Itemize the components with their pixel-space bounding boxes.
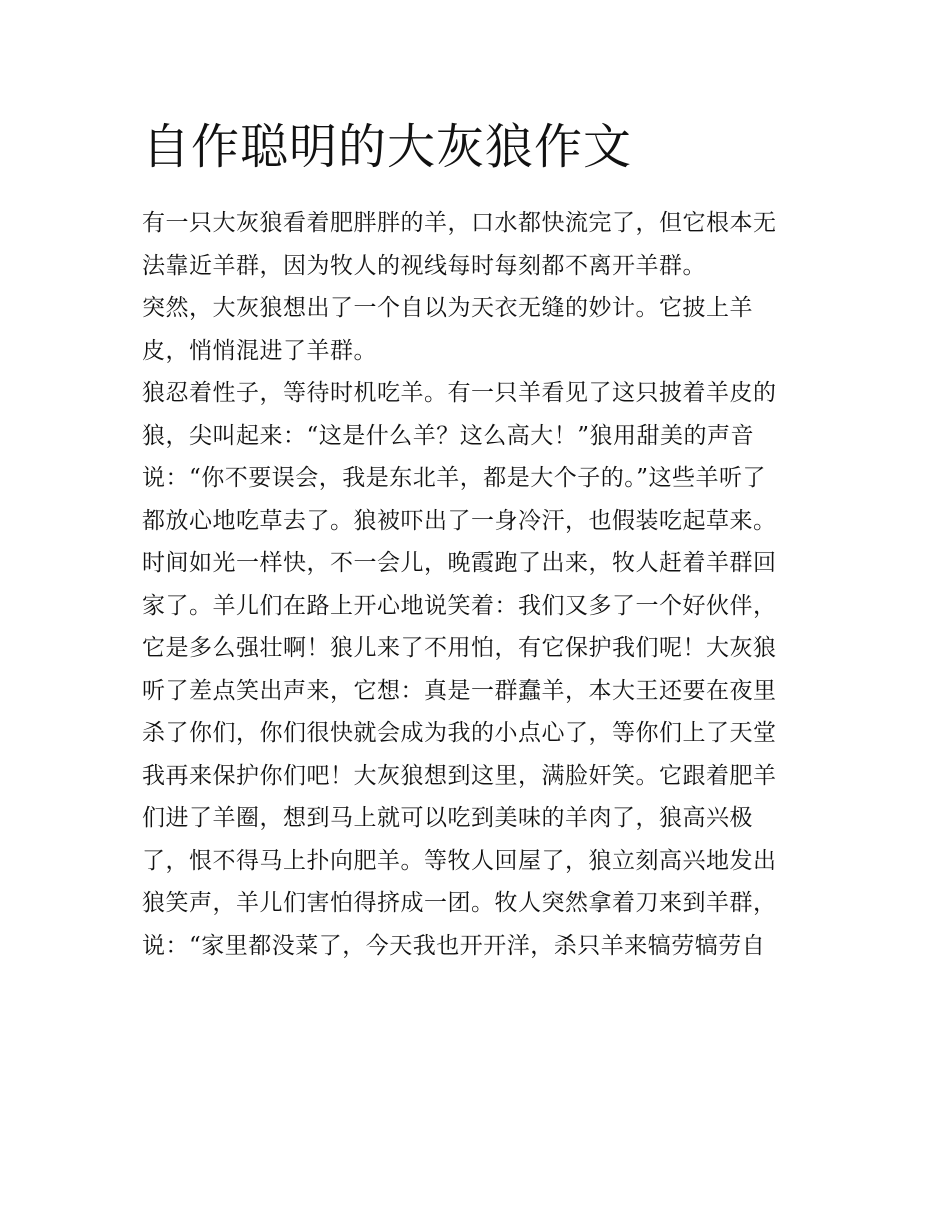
document-title: 自作聪明的大灰狼作文 <box>142 119 633 175</box>
body-line: 狼笑声，羊儿们害怕得挤成一团。牧人突然拿着刀来到羊群， <box>142 890 777 916</box>
body-line: 说：“家里都没菜了，今天我也开开洋，杀只羊来犒劳犒劳自 <box>142 932 766 959</box>
body-line: 狼忍着性子，等待时机吃羊。有一只羊看见了这只披着羊皮的 <box>142 380 777 406</box>
body-line: 有一只大灰狼看着肥胖胖的羊，口水都快流完了，但它根本无 <box>142 210 777 236</box>
body-line: 了，恨不得马上扑向肥羊。等牧人回屋了，狼立刻高兴地发出 <box>142 847 777 874</box>
body-line: 家了。羊儿们在路上开心地说笑着：我们又多了一个好伙伴， <box>142 592 777 619</box>
body-line: 杀了你们，你们很快就会成为我的小点心了，等你们上了天堂 <box>142 720 777 746</box>
body-line: 狼，尖叫起来：“这是什么羊？这么高大！”狼用甜美的声音 <box>142 422 755 449</box>
body-line: 们进了羊圈，想到马上就可以吃到美味的羊肉了，狼高兴极 <box>142 805 753 831</box>
body-line: 听了差点笑出声来，它想：真是一群蠢羊，本大王还要在夜里 <box>142 677 777 704</box>
body-line: 突然，大灰狼想出了一个自以为天衣无缝的妙计。它披上羊 <box>142 295 753 321</box>
body-line: 都放心地吃草去了。狼被吓出了一身冷汗，也假装吃起草来。 <box>142 507 777 534</box>
body-line: 时间如光一样快，不一会儿，晚霞跑了出来，牧人赶着羊群回 <box>142 550 777 576</box>
body-line: 它是多么强壮啊！狼儿来了不用怕，有它保护我们呢！大灰狼 <box>142 635 777 661</box>
body-line: 我再来保护你们吧！大灰狼想到这里，满脸奸笑。它跟着肥羊 <box>142 762 777 789</box>
document-body <box>142 202 822 967</box>
body-line: 说：“你不要误会，我是东北羊，都是大个子的。”这些羊听了 <box>142 465 767 491</box>
body-line: 法靠近羊群，因为牧人的视线每时每刻都不离开羊群。 <box>142 252 706 279</box>
body-line: 皮，悄悄混进了羊群。 <box>142 337 377 364</box>
